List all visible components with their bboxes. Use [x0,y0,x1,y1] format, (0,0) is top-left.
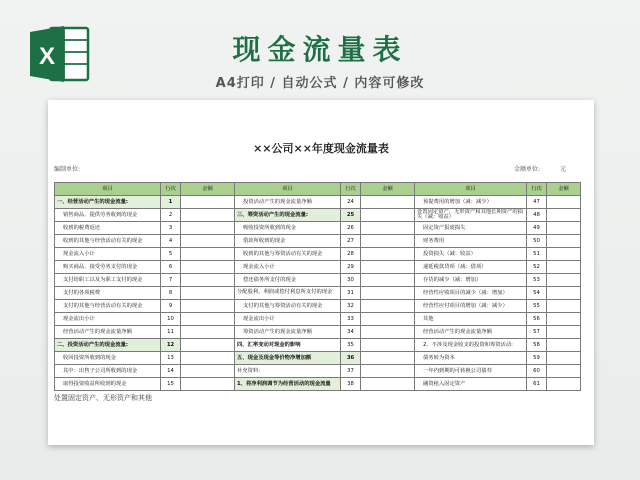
col-header-item: 项目 [415,183,527,196]
table-row [55,287,581,300]
item-cell: 筹资活动产生的现金流量净额 [235,326,341,339]
line-no-cell: 33 [341,313,361,326]
table-row [55,352,581,365]
item-cell: 收到的其他与经营活动有关的现金 [55,235,161,248]
item-cell: 三、筹资活动产生的现金流量: [235,209,341,222]
amount-cell[interactable] [361,313,415,326]
col-header-line: 行次 [341,183,361,196]
line-no-cell: 35 [341,339,361,352]
line-no-cell: 9 [161,300,181,313]
currency-unit-value: 元 [560,166,567,173]
amount-cell[interactable] [181,326,235,339]
line-no-cell: 52 [527,261,547,274]
amount-cell[interactable] [181,261,235,274]
item-cell: 处置固定资产、无形资产和其他长期资产的损失（减：收益） [415,209,527,222]
item-cell: 五、现金及现金等价物净增加额 [235,352,341,365]
line-no-cell: 49 [527,222,547,235]
item-cell: 存货的减少（减：增加） [415,274,527,287]
amount-cell[interactable] [181,300,235,313]
item-cell: 借款所收到的现金 [235,235,341,248]
col-header-amount: 金额 [361,183,415,196]
line-no-cell: 53 [527,274,547,287]
line-no-cell: 11 [161,326,181,339]
table-row [55,326,581,339]
amount-cell[interactable] [361,352,415,365]
line-no-cell: 24 [341,196,361,209]
item-cell: 经营性应收项目的减少（减：增加） [415,287,527,300]
amount-cell[interactable] [361,196,415,209]
item-cell: 一、经营活动产生的现金流量: [55,196,161,209]
item-cell: 取得投资收益所收到的现金 [55,378,161,391]
table-row [55,248,581,261]
amount-cell[interactable] [547,378,581,391]
item-cell: 财务费用 [415,235,527,248]
amount-cell[interactable] [181,378,235,391]
line-no-cell: 15 [161,378,181,391]
page-subtitle: A4打印 / 自动公式 / 内容可修改 [215,76,425,91]
line-no-cell: 6 [161,261,181,274]
table-row [55,300,581,313]
item-cell: 偿还债务所支付的现金 [235,274,341,287]
table-row [55,209,581,222]
amount-cell[interactable] [361,235,415,248]
col-header-amount: 金额 [181,183,235,196]
line-no-cell: 30 [341,274,361,287]
line-no-cell: 27 [341,235,361,248]
line-no-cell: 50 [527,235,547,248]
line-no-cell: 3 [161,222,181,235]
amount-cell[interactable] [181,222,235,235]
line-no-cell: 55 [527,300,547,313]
amount-cell[interactable] [181,274,235,287]
currency-unit [514,164,566,173]
item-cell: 收到的税费返还 [55,222,161,235]
line-no-cell: 48 [527,209,547,222]
line-no-cell: 2 [161,209,181,222]
amount-cell[interactable] [181,209,235,222]
item-cell: 一年内到期的可转换公司债券 [415,365,527,378]
item-cell: 投资活动产生的现金流量净额 [235,196,341,209]
item-cell: 1、将净利润调节为经营活动的现金流量 [235,378,341,391]
col-header-line: 行次 [527,183,547,196]
table-row [55,378,581,391]
col-header-item: 项目 [55,183,161,196]
table-row [55,339,581,352]
item-cell: 销售商品、提供劳务收到的现金 [55,209,161,222]
amount-cell[interactable] [547,235,581,248]
amount-cell[interactable] [181,248,235,261]
trailing-row-text: 处置固定资产、无形资产和其他 [54,394,152,402]
col-header-line: 行次 [161,183,181,196]
sheet-title: ××公司××年度现金流量表 [253,142,389,155]
table-row [55,313,581,326]
item-cell: 固定资产报废损失 [415,222,527,235]
amount-cell[interactable] [361,261,415,274]
line-no-cell: 57 [527,326,547,339]
amount-cell[interactable] [547,339,581,352]
cash-flow-table [54,182,581,391]
spreadsheet-preview [48,100,594,445]
amount-cell[interactable] [547,352,581,365]
item-cell: 二、投资活动产生的现金流量: [55,339,161,352]
amount-cell[interactable] [361,287,415,300]
item-cell: 债务转为资本 [415,352,527,365]
line-no-cell: 26 [341,222,361,235]
amount-cell[interactable] [181,365,235,378]
preparer-label: 编制单位: [54,166,81,173]
amount-cell[interactable] [547,287,581,300]
line-no-cell: 25 [341,209,361,222]
item-cell: 吸收投资所收到的现金 [235,222,341,235]
amount-cell[interactable] [547,274,581,287]
item-cell: 递延税款贷项（减：借项） [415,261,527,274]
line-no-cell: 4 [161,235,181,248]
amount-cell[interactable] [547,300,581,313]
amount-cell[interactable] [547,222,581,235]
amount-cell[interactable] [547,365,581,378]
item-cell: 现金流出小计 [55,313,161,326]
table-row [55,196,581,209]
item-cell: 支付的各项税费 [55,287,161,300]
line-no-cell: 38 [341,378,361,391]
item-cell: 四、汇率变动对现金的影响 [235,339,341,352]
table-row [55,274,581,287]
amount-cell[interactable] [547,248,581,261]
amount-cell[interactable] [361,248,415,261]
line-no-cell: 34 [341,326,361,339]
item-cell: 2、不涉及现金收支的投资和筹资活动: [415,339,527,352]
line-no-cell: 10 [161,313,181,326]
amount-cell[interactable] [361,300,415,313]
line-no-cell: 1 [161,196,181,209]
amount-cell[interactable] [181,287,235,300]
item-cell: 现金流入小计 [235,261,341,274]
line-no-cell: 32 [341,300,361,313]
line-no-cell: 29 [341,261,361,274]
item-cell: 支付给职工以及为职工支付的现金 [55,274,161,287]
line-no-cell: 5 [161,248,181,261]
item-cell: 经营活动产生的现金流量净额 [55,326,161,339]
item-cell: 补充资料: [235,365,341,378]
currency-unit-label: 金额单位: [514,166,541,173]
item-cell: 其中：出售子公司所收到的现金 [55,365,161,378]
table-row [55,222,581,235]
amount-cell[interactable] [361,339,415,352]
table-row [55,235,581,248]
svg-text:X: X [38,43,56,70]
amount-cell[interactable] [181,313,235,326]
line-no-cell: 61 [527,378,547,391]
amount-cell[interactable] [547,326,581,339]
col-header-item: 项目 [235,183,341,196]
amount-cell[interactable] [547,196,581,209]
line-no-cell: 60 [527,365,547,378]
amount-cell[interactable] [361,209,415,222]
col-header-amount: 金额 [547,183,581,196]
item-cell: 融资租入固定资产 [415,378,527,391]
item-cell: 现金流入小计 [55,248,161,261]
line-no-cell: 14 [161,365,181,378]
line-no-cell: 7 [161,274,181,287]
line-no-cell: 51 [527,248,547,261]
item-cell: 收回投资所收到的现金 [55,352,161,365]
line-no-cell: 13 [161,352,181,365]
line-no-cell: 56 [527,313,547,326]
item-cell: 投资损失（减：收益） [415,248,527,261]
amount-cell[interactable] [361,365,415,378]
line-no-cell: 28 [341,248,361,261]
line-no-cell: 59 [527,352,547,365]
amount-cell[interactable] [547,261,581,274]
amount-cell[interactable] [181,339,235,352]
header-row [55,183,581,196]
line-no-cell: 12 [161,339,181,352]
amount-cell[interactable] [547,209,581,222]
line-no-cell: 58 [527,339,547,352]
item-cell: 支付的其他与筹资活动有关的现金 [235,300,341,313]
table-row [55,261,581,274]
item-cell: 经营活动产生的现金流量净额 [415,326,527,339]
item-cell: 其他 [415,313,527,326]
amount-cell[interactable] [361,222,415,235]
amount-cell[interactable] [181,235,235,248]
amount-cell[interactable] [547,313,581,326]
item-cell: 现金流出小计 [235,313,341,326]
amount-cell[interactable] [361,326,415,339]
line-no-cell: 36 [341,352,361,365]
item-cell: 经营性应付项目的增加（减：减少） [415,300,527,313]
table-row [55,365,581,378]
amount-cell[interactable] [361,378,415,391]
item-cell: 收到的其他与筹资活动有关的现金 [235,248,341,261]
item-cell: 预提费用的增加（减：减少） [415,196,527,209]
item-cell: 购买商品、接受劳务支付的现金 [55,261,161,274]
item-cell: 分配股利、利润或偿付利息所支付的现金 [235,287,341,300]
line-no-cell: 37 [341,365,361,378]
amount-cell[interactable] [181,352,235,365]
page-title: 现金流量表 [232,33,408,66]
line-no-cell: 54 [527,287,547,300]
line-no-cell: 47 [527,196,547,209]
amount-cell[interactable] [361,274,415,287]
line-no-cell: 8 [161,287,181,300]
amount-cell[interactable] [181,196,235,209]
line-no-cell: 31 [341,287,361,300]
item-cell: 支付的其他与经营活动有关的现金 [55,300,161,313]
